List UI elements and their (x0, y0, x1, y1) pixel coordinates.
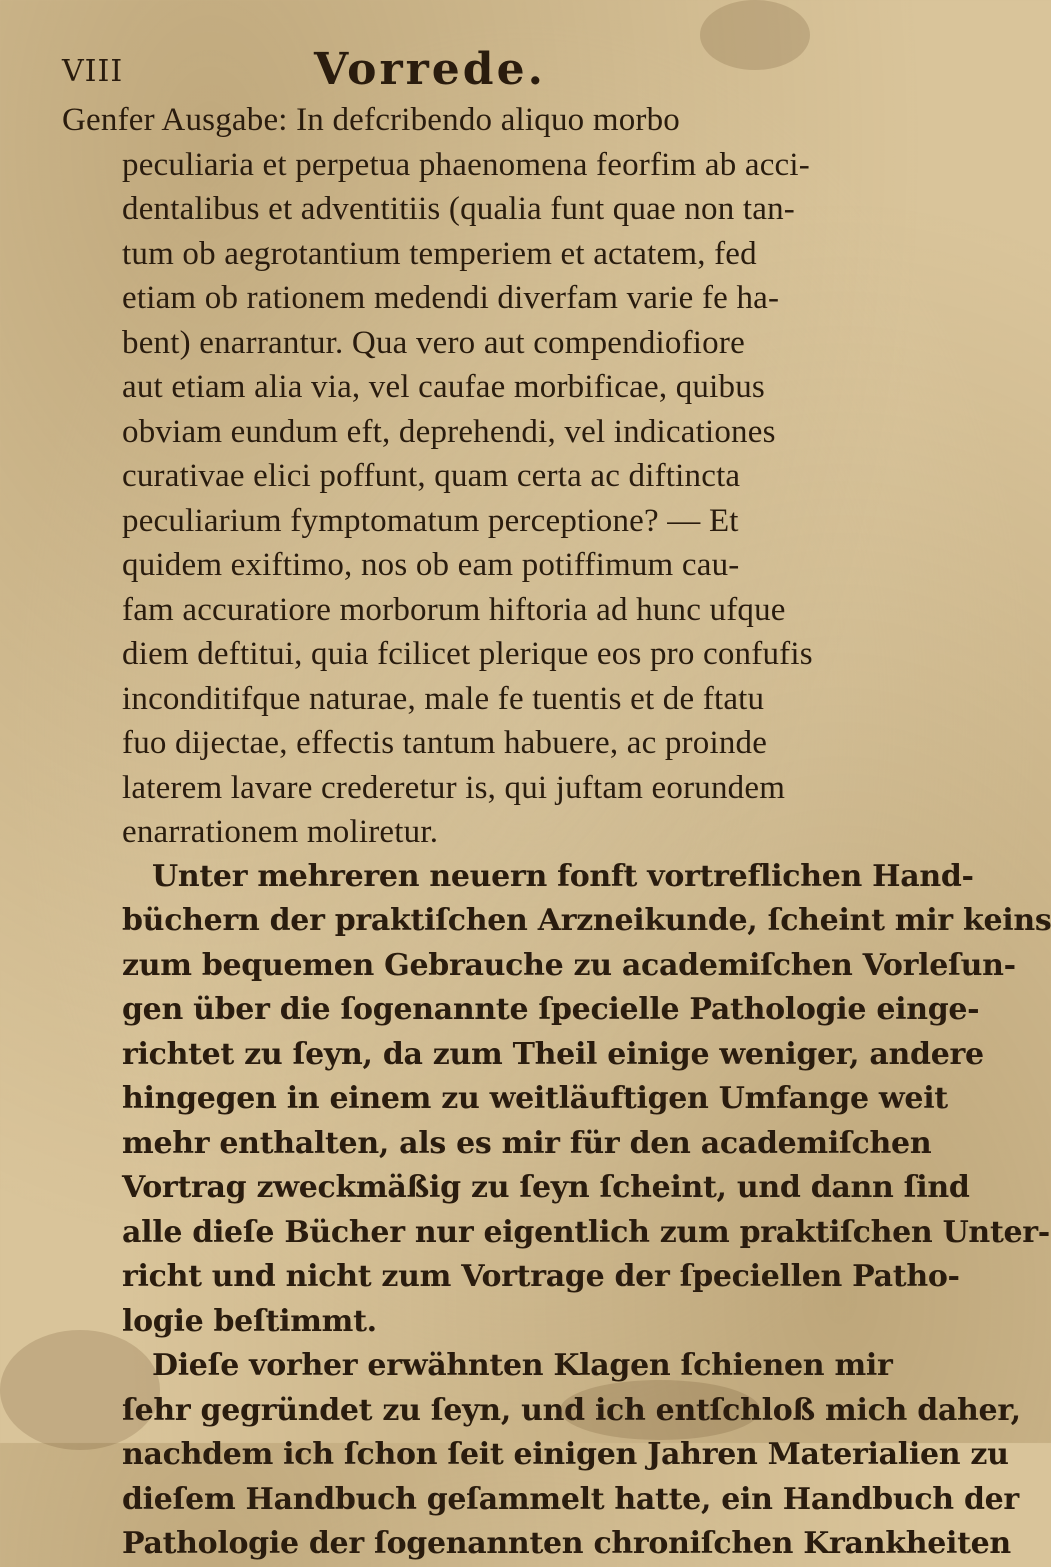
text-line: tum ob aegrotantium temperiem et actatem, fed (122, 235, 757, 272)
text-line: richt und nicht zum Vortrage der ſpeciellen Patho- (122, 1259, 960, 1294)
text-line: Dieſe vorher erwähnten Klagen ſchienen mir (152, 1348, 893, 1383)
text-line: richtet zu ſeyn, da zum Theil einige weniger, andere (122, 1036, 984, 1072)
page-body (62, 98, 1051, 1567)
text-line: inconditifque naturae, male fe tuentis et de ftatu (122, 680, 765, 717)
text-line: Genfer Ausgabe: In defcribendo aliquo morbo (62, 102, 680, 138)
text-line: curativae elici poffunt, quam certa ac diftincta (122, 458, 741, 494)
text-line: bent) enarrantur. Qua vero aut compendiofiore (122, 324, 745, 361)
text-line: hingegen in einem zu weitläuftigen Umfange weit (122, 1081, 948, 1116)
text-line: aut etiam alia via, vel caufae morbificae, quibus (122, 369, 765, 405)
text-line: etiam ob rationem medendi diverfam varie fe ha- (122, 280, 780, 316)
text-line: zum bequemen Gebrauche zu academiſchen Vorleſun- (122, 947, 1016, 983)
text-line: Pathologie der ſogenannten chroniſchen Krankheiten (122, 1526, 1011, 1561)
text-line: quidem exiftimo, nos ob eam potiffimum cau- (122, 547, 740, 583)
text-line: fam accuratiore morborum hiftoria ad hunc ufque (122, 591, 786, 628)
text-line: dieſem Handbuch geſammelt hatte, ein Handbuch der (122, 1481, 1019, 1517)
running-head: Vorrede. (314, 44, 546, 95)
text-line: Unter mehreren neuern fonft vortreflichen Hand- (152, 858, 974, 894)
page-number: VIII (62, 54, 124, 89)
text-line: dentalibus et adventitiis (qualia funt quae non tan- (122, 191, 795, 227)
text-line: nachdem ich ſchon ſeit einigen Jahren Materialien zu (122, 1437, 1009, 1472)
text-line: mehr enthalten, als es mir für den academiſchen (122, 1125, 932, 1161)
text-line: enarrationem moliretur. (122, 814, 439, 850)
text-line: diem deftitui, quia fcilicet plerique eos pro confufis (122, 636, 813, 672)
text-line: ſehr gegründet zu ſeyn, und ich entſchloß mich daher, (122, 1392, 1021, 1428)
text-line: alle dieſe Bücher nur eigentlich zum praktiſchen Unter- (122, 1214, 1050, 1250)
text-line: logie beſtimmt. (122, 1303, 377, 1339)
text-line: obviam eundum eft, deprehendi, vel indicationes (122, 413, 776, 450)
text-line: peculiarium fymptomatum perceptione? — Et (122, 502, 739, 539)
text-line: Vortrag zweckmäßig zu ſeyn ſcheint, und dann ſind (122, 1170, 970, 1205)
text-line: peculiaria et perpetua phaenomena feorfim ab acci- (122, 146, 810, 183)
text-line: fuo dijectae, effectis tantum habuere, ac proinde (122, 725, 768, 761)
text-line: büchern der praktiſchen Arzneikunde, ſcheint mir keins (122, 903, 1051, 938)
text-line: gen über die ſogenannte ſpecielle Pathologie einge- (122, 992, 980, 1027)
text-line: laterem lavare crederetur is, qui juftam eorundem (122, 769, 786, 806)
page-header (62, 44, 742, 96)
